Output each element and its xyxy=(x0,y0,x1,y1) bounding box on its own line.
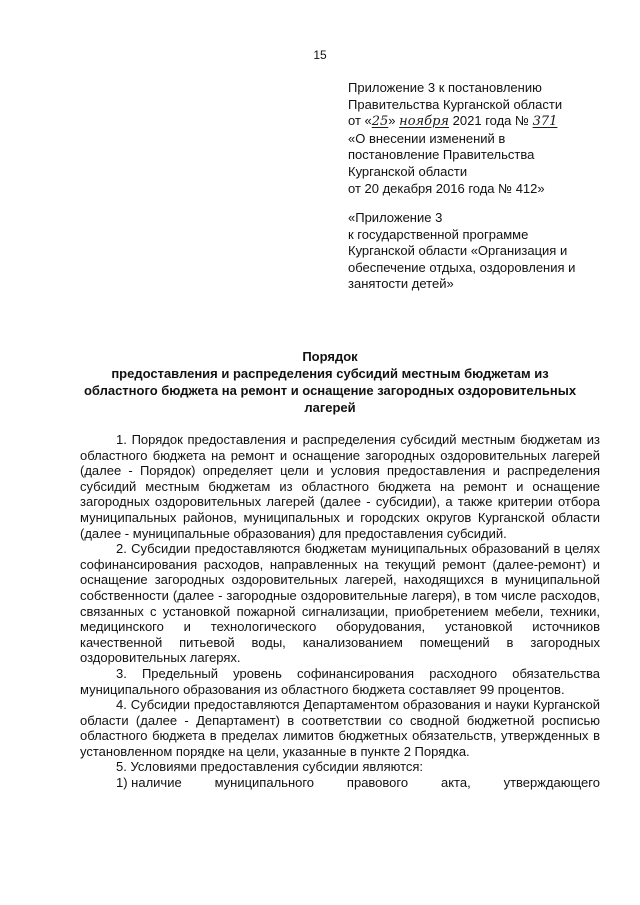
appendix-line-5: постановление Правительства xyxy=(348,147,535,163)
date-suffix: 2021 года № xyxy=(452,113,529,129)
title-line-3: областного бюджета на ремонт и оснащение загородных оздоровительных xyxy=(83,383,577,398)
appendix-program xyxy=(348,210,608,293)
document-body xyxy=(80,432,600,791)
program-line-2: к государственной программе xyxy=(348,226,529,242)
handwritten-day: 25 xyxy=(371,114,389,130)
program-line-1: «Приложение 3 xyxy=(348,210,443,225)
title-line-4: лагерей xyxy=(304,400,356,415)
appendix-header xyxy=(348,80,608,197)
program-line-3: Курганской области «Организация и xyxy=(348,243,568,259)
paragraph-5: 5. Условиями предоставления субсидии являются: xyxy=(116,759,424,775)
appendix-line-7: от 20 декабря 2016 года № 412» xyxy=(348,180,545,196)
date-mid: » xyxy=(388,113,396,129)
paragraph-3: 3. Предельный уровень софинансирования расходного обязательства муниципального образования из областного бюджета составляет 99 процентов. xyxy=(80,665,600,697)
appendix-line-2: Правительства Курганской области xyxy=(348,96,563,112)
program-line-5: занятости детей» xyxy=(348,276,454,292)
date-prefix: от « xyxy=(348,113,372,129)
page-number: 15 xyxy=(313,48,327,62)
appendix-line-4: «О внесении изменений в xyxy=(348,130,506,146)
document-title xyxy=(60,348,600,416)
word: 1) наличие xyxy=(116,775,182,791)
paragraph-4: 4. Субсидии предоставляются Департаментом образования и науки Курганской области (далее - Департамент) в соответствии со сводной бюджетной росписью областного бюджета в пределах лимитов бюджетных обязательств, утвержденных в установленном порядке на цели, указанные в пункте 2 Порядка. xyxy=(80,697,600,759)
title-line-1: Порядок xyxy=(302,349,358,364)
word: утверждающего xyxy=(503,775,600,791)
title-line-2: предоставления и распределения субсидий местным бюджетам из xyxy=(111,366,549,381)
paragraph-1: 1. Порядок предоставления и распределения субсидий местным бюджетам из областного бюджета на ремонт и оснащение загородных оздоровительных лагерей (далее - Порядок) определяет цели и условия предоставления и распределения субсидий местным бюджетам из областного бюджета на ремонт и оснащение загородных оздоровительных лагерей (далее - субсидии), а также критерии отбора муниципальных районов, муниципальных и городских округов Курганской области (далее - муниципальные образования) для предоставления субсидий. xyxy=(80,432,600,541)
handwritten-month: ноября xyxy=(399,114,450,130)
appendix-line-1: Приложение 3 к постановлению xyxy=(348,80,542,95)
word: акта, xyxy=(440,775,471,791)
word: правового xyxy=(346,775,409,791)
program-line-4: обеспечение отдыха, оздоровления и xyxy=(348,259,576,275)
appendix-date-line xyxy=(348,113,608,131)
appendix-line-6: Курганской области xyxy=(348,163,468,179)
paragraph-2: 2. Субсидии предоставляются бюджетам муниципальных образований в целях софинансирования расходов, направленных на текущий ремонт (далее-ремонт) и оснащение загородных оздоровительных лагерей, находящихся в муниципальной собственности (далее - загородные оздоровительные лагеря), в том числе расходов, связанных с установкой пожарной сигнализации, приобретением мебели, техники, медицинского и технологического оборудования, установкой источников качественной питьевой воды, канализованием помещений в загородных оздоровительных лагерях. xyxy=(80,541,600,666)
handwritten-number: 371 xyxy=(532,114,558,130)
paragraph-5-item-1 xyxy=(80,775,600,791)
word: муниципального xyxy=(214,775,315,791)
